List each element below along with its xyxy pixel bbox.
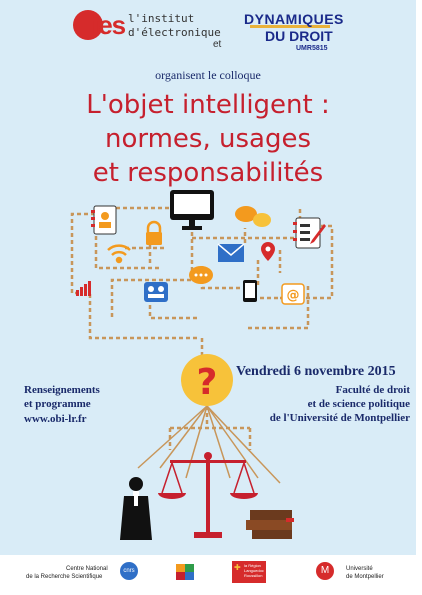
checklist-pen-icon xyxy=(293,218,326,248)
info-url[interactable]: www.obi-lr.fr xyxy=(24,413,87,425)
info-line1: Renseignements xyxy=(24,384,100,396)
ies-logo-text: ies xyxy=(92,10,126,40)
cnrs-line2: de la Recherche Scientifique xyxy=(26,574,103,580)
mail-icon xyxy=(218,244,244,262)
monitor-icon xyxy=(170,190,214,230)
region-line1: la Région xyxy=(244,563,261,568)
document-contact-icon xyxy=(91,206,116,234)
university-logo-icon: M xyxy=(316,562,334,580)
title-line1: L'objet intelligent : xyxy=(86,90,330,120)
region-line3: Roussillon xyxy=(244,573,263,578)
wifi-icon xyxy=(108,246,130,262)
location-pin-icon xyxy=(261,242,275,261)
dynamiques-logo-unit: UMR5815 xyxy=(296,45,328,52)
smartphone-icon xyxy=(243,280,257,302)
region-cross-icon: ✚ xyxy=(234,563,241,572)
law-books-icon xyxy=(246,510,294,539)
people-network-icon xyxy=(144,282,168,302)
judge-icon xyxy=(120,477,152,540)
event-date: Vendredi 6 novembre 2015 xyxy=(236,364,396,379)
ies-name-line2: d'électronique xyxy=(128,26,221,39)
cnrs-line1: Centre National xyxy=(66,566,108,572)
ies-name-line1: l'institut xyxy=(128,12,195,25)
intro-text: organisent le colloque xyxy=(155,68,261,82)
scales-icon xyxy=(158,452,258,538)
cnrs-logo-icon: cnrs xyxy=(120,562,138,580)
question-mark-glyph: ? xyxy=(196,362,218,403)
chat-bubbles-icon xyxy=(235,206,271,227)
title-line2: normes, usages xyxy=(104,124,312,154)
venue-line3: de l'Université de Montpellier xyxy=(269,412,410,424)
colorful-logo-icon xyxy=(176,564,194,580)
at-sign-icon xyxy=(282,284,304,304)
venue-line1: Faculté de droit xyxy=(335,384,410,396)
dynamiques-logo-line2: DU DROIT xyxy=(265,28,333,44)
speech-dots-icon xyxy=(189,266,213,284)
univ-line2: de Montpellier xyxy=(346,574,384,580)
region-line2: Languedoc xyxy=(244,568,264,573)
info-line2: et programme xyxy=(24,398,91,410)
univ-line1: Université xyxy=(346,566,373,572)
connector-et: et xyxy=(213,39,222,50)
title-line3: et responsabilités xyxy=(92,158,324,188)
region-logo xyxy=(232,561,266,583)
signal-bars-icon xyxy=(76,281,91,296)
lock-icon xyxy=(146,222,162,245)
venue-line2: et de science politique xyxy=(307,398,410,410)
dynamiques-logo-line1: DYNAMIQUES xyxy=(244,11,344,27)
svg-text:@: @ xyxy=(286,288,300,303)
